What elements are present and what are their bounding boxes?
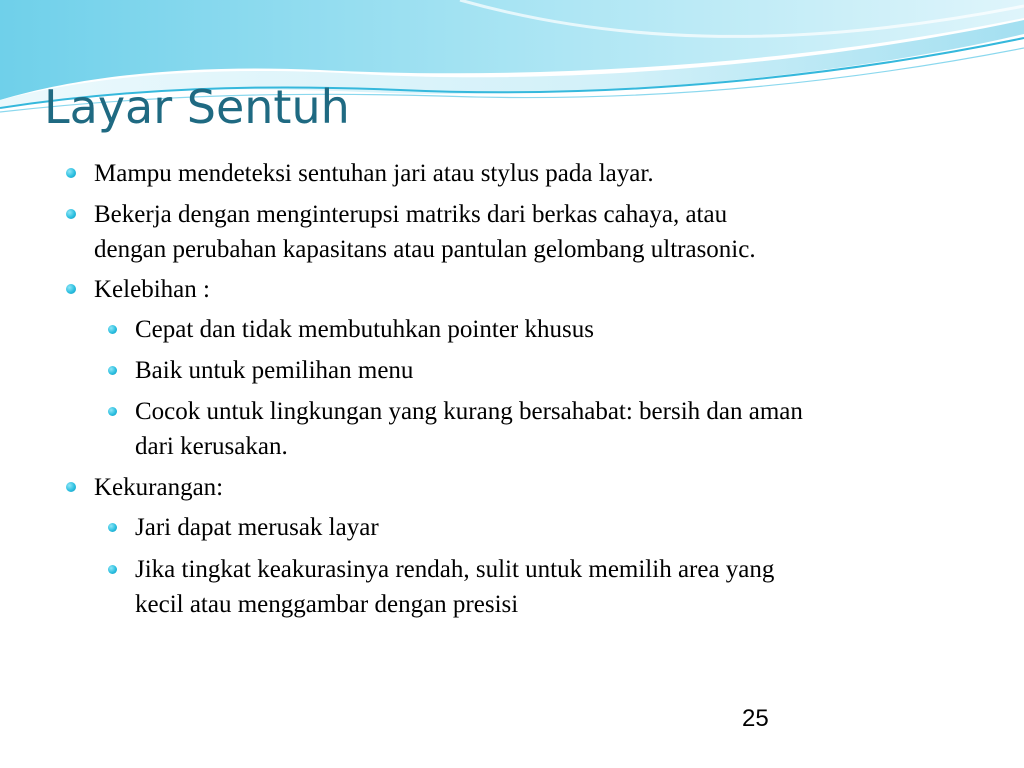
page-number: 25 (742, 705, 769, 732)
sub-bullet-item (135, 552, 774, 622)
sub-bullet-text: Jika tingkat keakurasinya rendah, sulit untuk memilih area yang (135, 556, 775, 583)
sub-bullet-item (135, 312, 594, 347)
sub-bullet-dot-icon (108, 407, 117, 416)
sub-bullet-item (135, 394, 803, 464)
bullet-item (94, 470, 223, 505)
sub-bullet-text: kecil atau menggambar dengan presisi (135, 591, 519, 618)
sub-bullet-dot-icon (108, 565, 117, 574)
sub-bullet-item (135, 353, 413, 388)
bullet-item (94, 156, 654, 191)
bullet-dot-icon (66, 209, 76, 219)
bullet-text: Mampu mendeteksi sentuhan jari atau stylus pada layar. (94, 160, 654, 187)
sub-bullet-text: Cepat dan tidak membutuhkan pointer khusus (135, 316, 594, 343)
bullet-text: dengan perubahan kapasitans atau pantulan gelombang ultrasonic. (94, 236, 756, 263)
sub-bullet-dot-icon (108, 523, 117, 532)
bullet-item (94, 272, 210, 307)
bullet-text: Kekurangan: (94, 474, 224, 501)
sub-bullet-text: Baik untuk pemilihan menu (135, 357, 414, 384)
sub-bullet-text: dari kerusakan. (135, 433, 288, 460)
bullet-text: Kelebihan : (94, 276, 210, 303)
sub-bullet-item (135, 510, 379, 545)
sub-bullet-dot-icon (108, 325, 117, 334)
sub-bullet-text: Jari dapat merusak layar (135, 514, 379, 541)
bullet-text: Bekerja dengan menginterupsi matriks dari berkas cahaya, atau (94, 201, 728, 228)
sub-bullet-text: Cocok untuk lingkungan yang kurang bersahabat: bersih dan aman (135, 398, 803, 425)
bullet-item (94, 197, 756, 267)
bullet-dot-icon (66, 284, 76, 294)
bullet-dot-icon (66, 168, 76, 178)
slide-title: Layar Sentuh (44, 80, 350, 134)
bullet-dot-icon (66, 482, 76, 492)
sub-bullet-dot-icon (108, 366, 117, 375)
